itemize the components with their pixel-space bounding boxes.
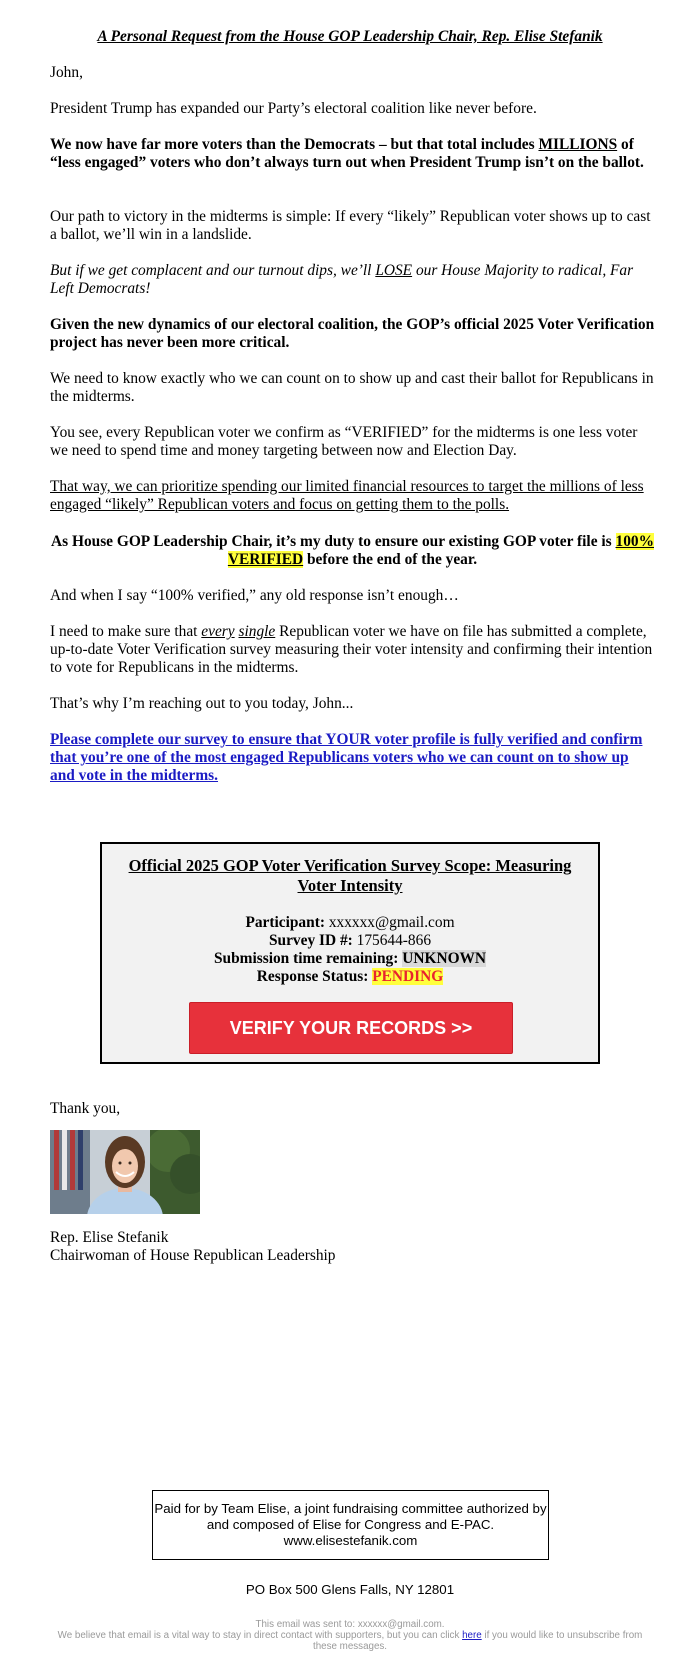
signer-name: Rep. Elise Stefanik <box>50 1229 169 1246</box>
paragraph-4: But if we get complacent and our turnout dips, we’ll LOSE our House Majority to radical, Far Left Democrats! <box>50 262 634 297</box>
survey-details <box>102 914 598 986</box>
paragraph-9: As House GOP Leadership Chair, it’s my duty to ensure our existing GOP voter file is 100% VERIFIED before the end of the year. <box>51 533 654 568</box>
paid-for-disclaimer: Paid for by Team Elise, a joint fundraising committee authorized by and composed of Elise for Congress and E-PAC. www.elisestefanik.com <box>152 1490 549 1560</box>
unsubscribe-link[interactable]: here <box>462 1630 482 1641</box>
participant-row: Participant: xxxxxx@gmail.com <box>245 914 455 931</box>
unsubscribe-notice: We believe that email is a vital way to stay in direct contact with supporters, but you can click here if you would like to unsubscribe from these messages. <box>57 1630 643 1652</box>
verify-records-button[interactable]: VERIFY YOUR RECORDS >> <box>189 1002 513 1054</box>
paragraph-2: We now have far more voters than the Democrats – but that total includes MILLIONS of “less engaged” voters who don’t always turn out when President Trump isn’t on the ballot. <box>50 136 644 171</box>
survey-box <box>100 842 600 1064</box>
signer-title: Chairwoman of House Republican Leadership <box>50 1247 336 1264</box>
paragraph-11: I need to make sure that every single Republican voter we have on file has submitted a complete, up-to-date Voter Verification survey measuring their voter intensity and confirming their intention to vote for Republicans in the midterms. <box>50 623 653 676</box>
greeting: John, <box>50 64 83 81</box>
paragraph-5: Given the new dynamics of our electoral coalition, the GOP’s official 2025 Voter Verification project has never been more critical. <box>50 316 655 351</box>
paragraph-8: That way, we can prioritize spending our limited financial resources to target the millions of less engaged “likely” Republican voters and focus on getting them to the polls. <box>50 478 644 513</box>
time-remaining-row: Submission time remaining: UNKNOWN <box>213 950 487 967</box>
signature-photo <box>50 1130 200 1214</box>
millions-emphasis: MILLIONS <box>538 136 618 153</box>
email-footer <box>50 1619 650 1652</box>
signature-block <box>50 1229 336 1265</box>
closing-thanks: Thank you, <box>50 1100 121 1117</box>
paragraph-3: Our path to victory in the midterms is simple: If every “likely” Republican voter shows up to cast a ballot, we’ll win in a landslide. <box>50 208 651 243</box>
email-header-title: A Personal Request from the House GOP Leadership Chair, Rep. Elise Stefanik <box>97 28 603 45</box>
paragraph-12: That’s why I’m reaching out to you today, John... <box>50 695 354 712</box>
verified-highlight: 100% VERIFIED <box>227 533 654 568</box>
paragraph-6: We need to know exactly who we can count on to show up and cast their ballot for Republicans in the midterms. <box>50 370 654 405</box>
paragraph-1: President Trump has expanded our Party’s electoral coalition like never before. <box>50 100 537 117</box>
paragraph-7: You see, every Republican voter we confirm as “VERIFIED” for the midterms is one less voter we need to spend time and money targeting between now and Election Day. <box>50 424 638 459</box>
sent-to-notice: This email was sent to: xxxxxx@gmail.com. <box>255 1619 445 1630</box>
response-status-row: Response Status: PENDING <box>256 968 444 985</box>
survey-title: Official 2025 GOP Voter Verification Survey Scope: Measuring Voter Intensity <box>128 856 572 895</box>
single-emphasis: single <box>238 623 276 640</box>
survey-id-row: Survey ID #: 175644-866 <box>268 932 432 949</box>
paragraph-10: And when I say “100% verified,” any old response isn’t enough… <box>50 587 459 604</box>
survey-link[interactable]: Please complete our survey to ensure that YOUR voter profile is fully verified and confirm that you’re one of the most engaged Republicans voters who we can count on to show up and vote in the midterms. <box>50 731 643 784</box>
time-remaining-badge: UNKNOWN <box>402 950 487 967</box>
cta-paragraph <box>50 731 655 785</box>
mailing-address: PO Box 500 Glens Falls, NY 12801 <box>245 1582 455 1597</box>
every-emphasis: every <box>201 623 235 640</box>
portrait-image <box>50 1130 200 1214</box>
lose-emphasis: LOSE <box>375 262 413 279</box>
status-badge: PENDING <box>372 968 444 985</box>
